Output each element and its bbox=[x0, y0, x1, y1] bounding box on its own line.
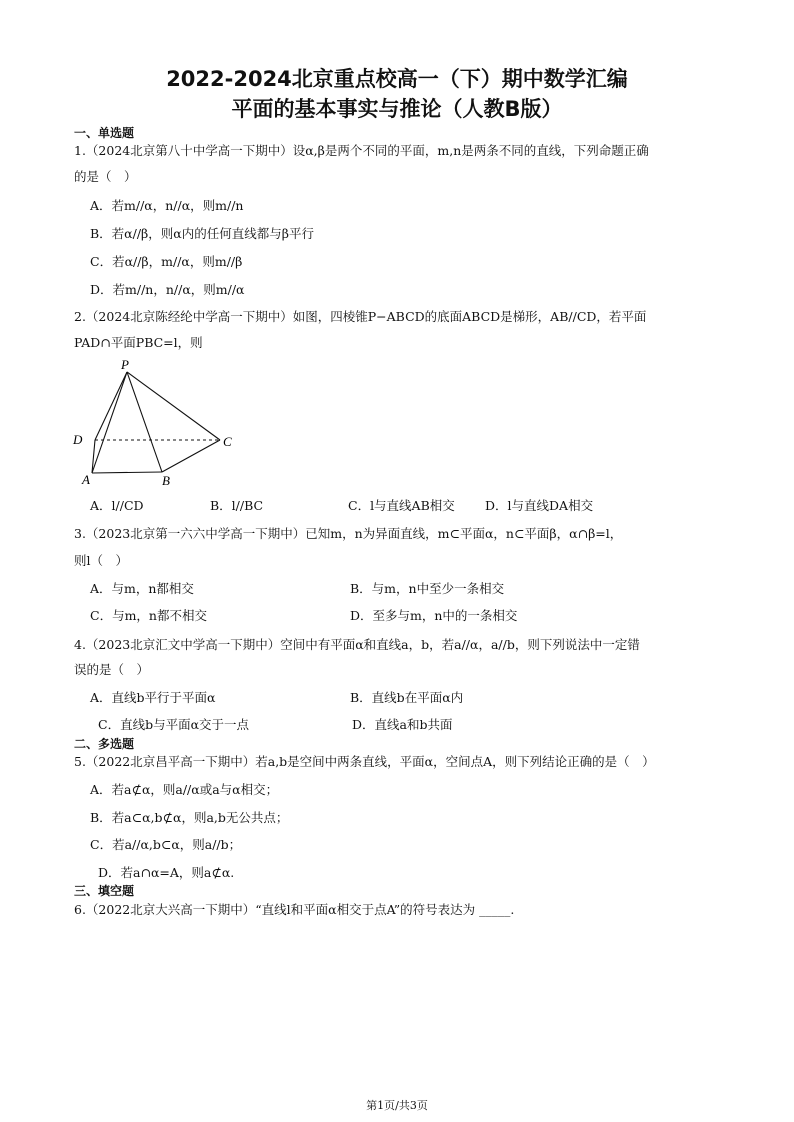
page-subtitle: 平面的基本事实与推论（人教B版） bbox=[231, 97, 563, 121]
edge-pb bbox=[127, 372, 162, 472]
edge-bc bbox=[162, 440, 220, 472]
q5-option-d: D．若a∩α=A，则a⊄α. bbox=[98, 865, 235, 880]
q3-stem-line1: 3.（2023北京第一六六中学高一下期中）已知m，n为异面直线，m⊂平面α，n⊂平面β，α∩β=l， bbox=[74, 526, 623, 541]
q4-option-c: C．直线b与平面α交于一点 bbox=[98, 717, 250, 732]
q2-option-a: A．l//CD bbox=[90, 498, 144, 513]
pyramid-figure bbox=[70, 358, 245, 490]
q6-stem-line1: 6.（2022北京大兴高一下期中）“直线l和平面α相交于点A”的符号表达为 _____. bbox=[74, 902, 515, 917]
q2-stem-line2: PAD∩平面PBC=l，则 bbox=[74, 335, 203, 350]
q2-stem-line1: 2.（2024北京陈经纶中学高一下期中）如图，四棱锥P−ABCD的底面ABCD是梯形，AB//CD，若平面 bbox=[74, 309, 647, 324]
page-footer: 第1页/共3页 bbox=[366, 1099, 428, 1112]
q2-option-d: D．l与直线DA相交 bbox=[485, 498, 594, 513]
q4-option-b: B．直线b在平面α内 bbox=[350, 690, 464, 705]
section-fill-blank: 三、填空题 bbox=[74, 884, 135, 898]
q3-stem-line2: 则l（ ） bbox=[74, 553, 128, 568]
q3-option-c: C．与m，n都不相交 bbox=[90, 608, 207, 623]
page-title: 2022-2024北京重点校高一（下）期中数学汇编 bbox=[166, 67, 628, 91]
label-c: C bbox=[223, 434, 232, 449]
q1-option-d: D．若m//n，n//α，则m//α bbox=[90, 282, 245, 297]
edge-pc bbox=[127, 372, 220, 440]
label-d: D bbox=[73, 432, 83, 447]
label-p: P bbox=[121, 358, 129, 372]
section-multiple-choice: 二、多选题 bbox=[74, 737, 135, 751]
q3-option-a: A．与m，n都相交 bbox=[90, 581, 194, 596]
edge-ab bbox=[92, 472, 162, 473]
edge-pa bbox=[92, 372, 127, 473]
q1-option-b: B．若α//β，则α内的任何直线都与β平行 bbox=[90, 226, 314, 241]
q5-option-b: B．若a⊂α,b⊄α，则a,b无公共点； bbox=[90, 810, 289, 825]
q5-stem-line1: 5.（2022北京昌平高一下期中）若a,b是空间中两条直线，平面α，空间点A，则下列结论正确的是（ ） bbox=[74, 754, 655, 769]
q4-option-d: D．直线a和b共面 bbox=[352, 717, 453, 732]
q3-option-d: D．至多与m，n中的一条相交 bbox=[350, 608, 518, 623]
q1-stem-line1: 1.（2024北京第八十中学高一下期中）设α,β是两个不同的平面，m,n是两条不同的直线，下列命题正确 bbox=[74, 143, 649, 158]
q2-option-c: C．l与直线AB相交 bbox=[348, 498, 455, 513]
q4-stem-line2: 误的是（ ） bbox=[74, 662, 150, 677]
q5-option-c: C．若a//α,b⊂α，则a//b； bbox=[90, 837, 242, 852]
q1-option-c: C．若α//β，m//α，则m//β bbox=[90, 254, 243, 269]
q4-option-a: A．直线b平行于平面α bbox=[90, 690, 216, 705]
label-a: A bbox=[82, 472, 90, 487]
q5-option-a: A．若a⊄α，则a//α或a与α相交； bbox=[90, 782, 279, 797]
q1-stem-line2: 的是（ ） bbox=[74, 169, 137, 184]
q4-stem-line1: 4.（2023北京汇文中学高一下期中）空间中有平面α和直线a，b，若a//α，a//b，则下列说法中一定错 bbox=[74, 637, 640, 652]
section-single-choice: 一、单选题 bbox=[74, 126, 135, 140]
q1-option-a: A．若m//α，n//α，则m//n bbox=[90, 198, 244, 213]
q3-option-b: B．与m，n中至少一条相交 bbox=[350, 581, 505, 596]
edge-pd bbox=[95, 372, 127, 440]
label-b: B bbox=[162, 473, 170, 488]
q2-option-b: B．l//BC bbox=[210, 498, 264, 513]
